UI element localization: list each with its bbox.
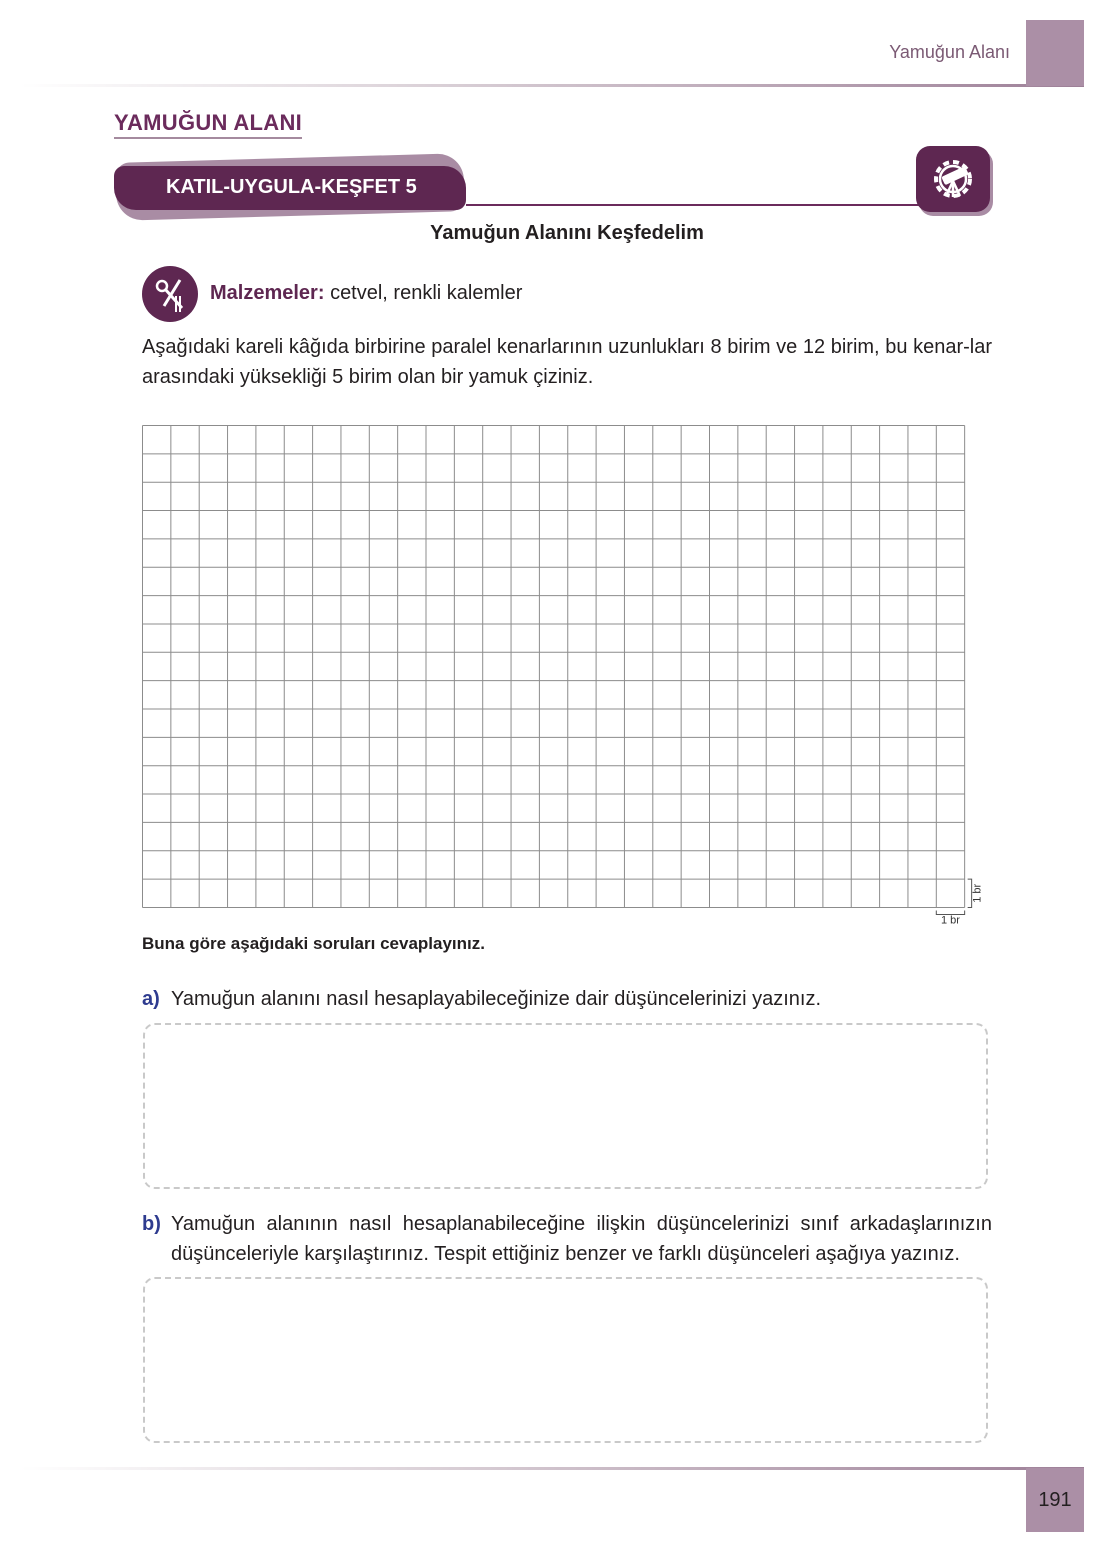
tools-icon [142,266,198,322]
unit-label-vertical: 1 br [971,883,984,903]
materials-line [210,282,522,305]
banner-rule [466,204,922,206]
question-b-text: Yamuğun alanının nasıl hesaplanabileceğine ilişkin düşüncelerinizi sınıf arkadaşlarınızın düşünceleriyle karşılaştırınız. Tespit ettiğiniz benzer ve farklı düşünceleri aşağıya yazınız. [171,1213,992,1265]
materials-value: cetvel, renkli kalemler [330,282,523,304]
question-b [142,1209,992,1273]
header-tab [1026,20,1084,86]
telescope-gear-icon [916,146,990,212]
answer-prompt: Buna göre aşağıdaki soruları cevaplayınız. [142,934,485,953]
footer-rule [20,1467,1084,1470]
grid-svg[interactable] [142,425,992,925]
section-title: YAMUĞUN ALANI [114,110,302,139]
running-header-title: Yamuğun Alanı [889,42,1010,62]
materials-label: Malzemeler: [210,282,325,304]
header-rule [20,84,1084,87]
answer-box-b[interactable] [143,1277,988,1443]
instruction-paragraph: Aşağıdaki kareli kâğıda birbirine paralel kenarlarının uzunlukları 8 birim ve 12 birim, bu kenar-lar arasındaki yüksekliği 5 birim olan bir yamuk çiziniz. [142,336,992,388]
answer-box-a[interactable] [143,1023,988,1189]
grid-paper[interactable] [142,425,992,930]
question-a-letter: a) [142,988,160,1010]
question-a [142,984,992,1016]
question-b-letter: b) [142,1213,161,1235]
activity-label: KATIL-UYGULA-KEŞFET 5 [166,176,417,198]
activity-subtitle: Yamuğun Alanını Keşfedelim [430,222,704,244]
page-number: 191 [1026,1468,1084,1532]
question-a-text: Yamuğun alanını nasıl hesaplayabileceğinize dair düşüncelerinizi yazınız. [171,988,822,1010]
unit-label-horizontal: 1 br [940,914,960,925]
